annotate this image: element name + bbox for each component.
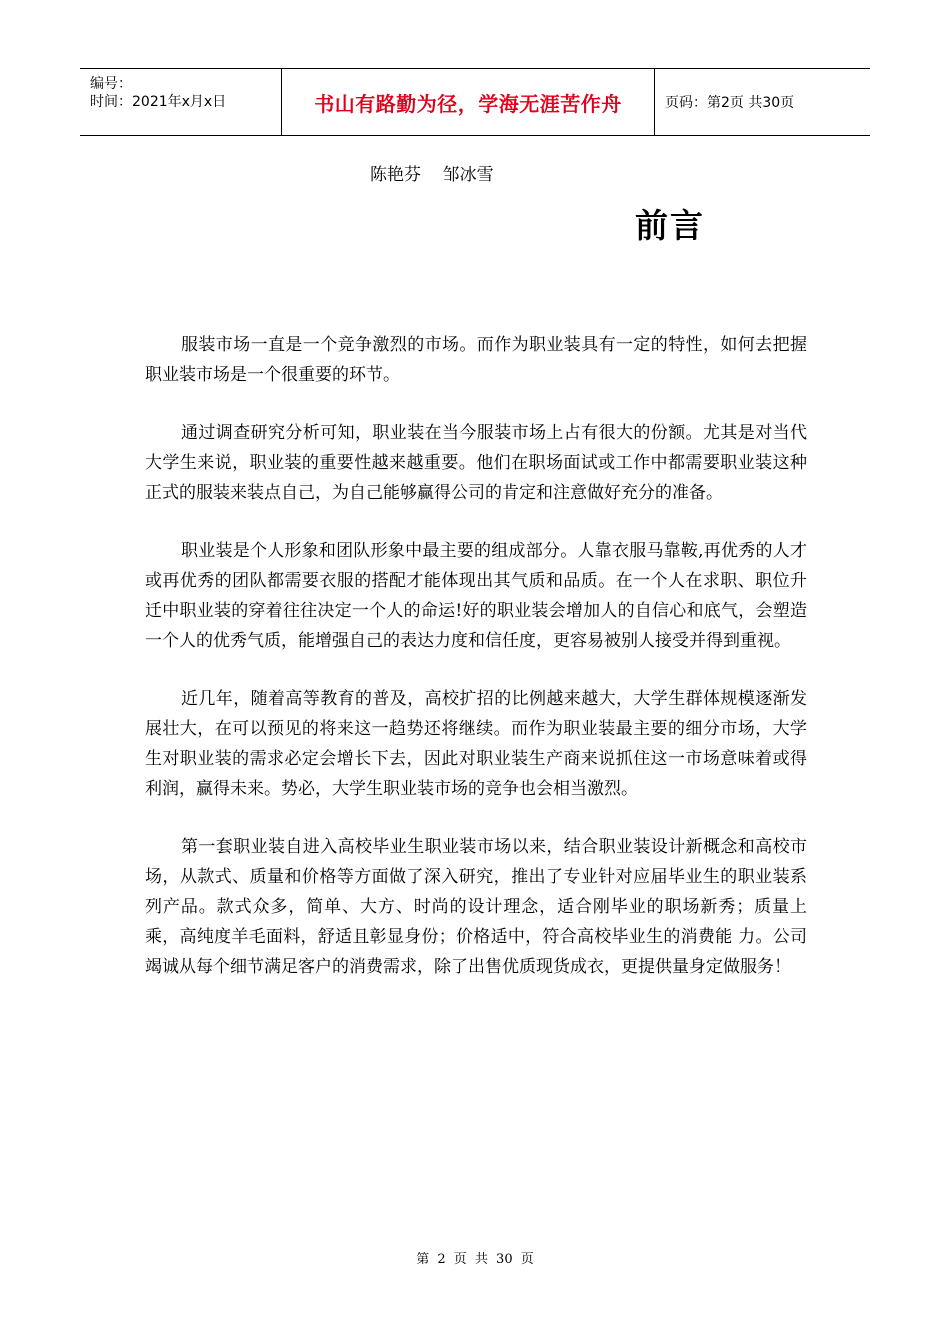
header-motto: 书山有路勤为径，学海无涯苦作舟 — [282, 69, 655, 135]
code-label: 编号： — [90, 76, 132, 92]
authors: 陈艳芬 邹冰雪 — [370, 165, 494, 185]
paragraph: 第一套职业装自进入高校毕业生职业装市场以来，结合职业装设计新概念和高校市场，从款式、质量和价格等方面做了深入研究，推出了专业针对应届毕业生的职业装系列产品。款式众多，简单、大方、时尚的设计理念，适合刚毕业的职场新秀；质量上乘，高纯度羊毛面料，舒适且彰显身份；价格适中，符合高校毕业生的消费能 力。公司竭诚从每个细节满足客户的消费需求，除了出售优质现货成衣，更提供量身定做服务！ — [145, 837, 807, 977]
paragraph: 近几年，随着高等教育的普及，高校扩招的比例越来越大，大学生群体规模逐渐发展壮大，在可以预见的将来这一趋势还将继续。而作为职业装最主要的细分市场，大学生对职业装的需求必定会增长下去，因此对职业装生产商来说抓住这一市场意味着或得利润，赢得未来。势必，大学生职业装市场的竞争也会相当激烈。 — [145, 689, 807, 799]
header-page-info: 页码：第2页 共30页 — [665, 95, 795, 111]
page-header — [80, 68, 870, 136]
body-content — [145, 330, 807, 1010]
time-label: 时间：2021年x月x日 — [90, 94, 227, 110]
page-footer: 第 2 页 共 30 页 — [416, 1252, 534, 1267]
header-meta — [80, 69, 282, 135]
page-title: 前言 — [635, 206, 705, 245]
paragraph: 服装市场一直是一个竞争激烈的市场。而作为职业装具有一定的特性，如何去把握职业装市场是一个很重要的环节。 — [145, 335, 807, 385]
paragraph: 通过调查研究分析可知，职业装在当今服装市场上占有很大的份额。尤其是对当代大学生来说，职业装的重要性越来越重要。他们在职场面试或工作中都需要职业装这种正式的服装来装点自己，为自己能够赢得公司的肯定和注意做好充分的准备。 — [145, 423, 807, 503]
paragraph: 职业装是个人形象和团队形象中最主要的组成部分。人靠衣服马靠鞍,再优秀的人才或再优秀的团队都需要衣服的搭配才能体现出其气质和品质。在一个人在求职、职位升迁中职业装的穿着往往决定一个人的命运!好的职业装会增加人的自信心和底气，会塑造一个人的优秀气质，能增强自己的表达力度和信任度，更容易被别人接受并得到重视。 — [145, 541, 807, 651]
